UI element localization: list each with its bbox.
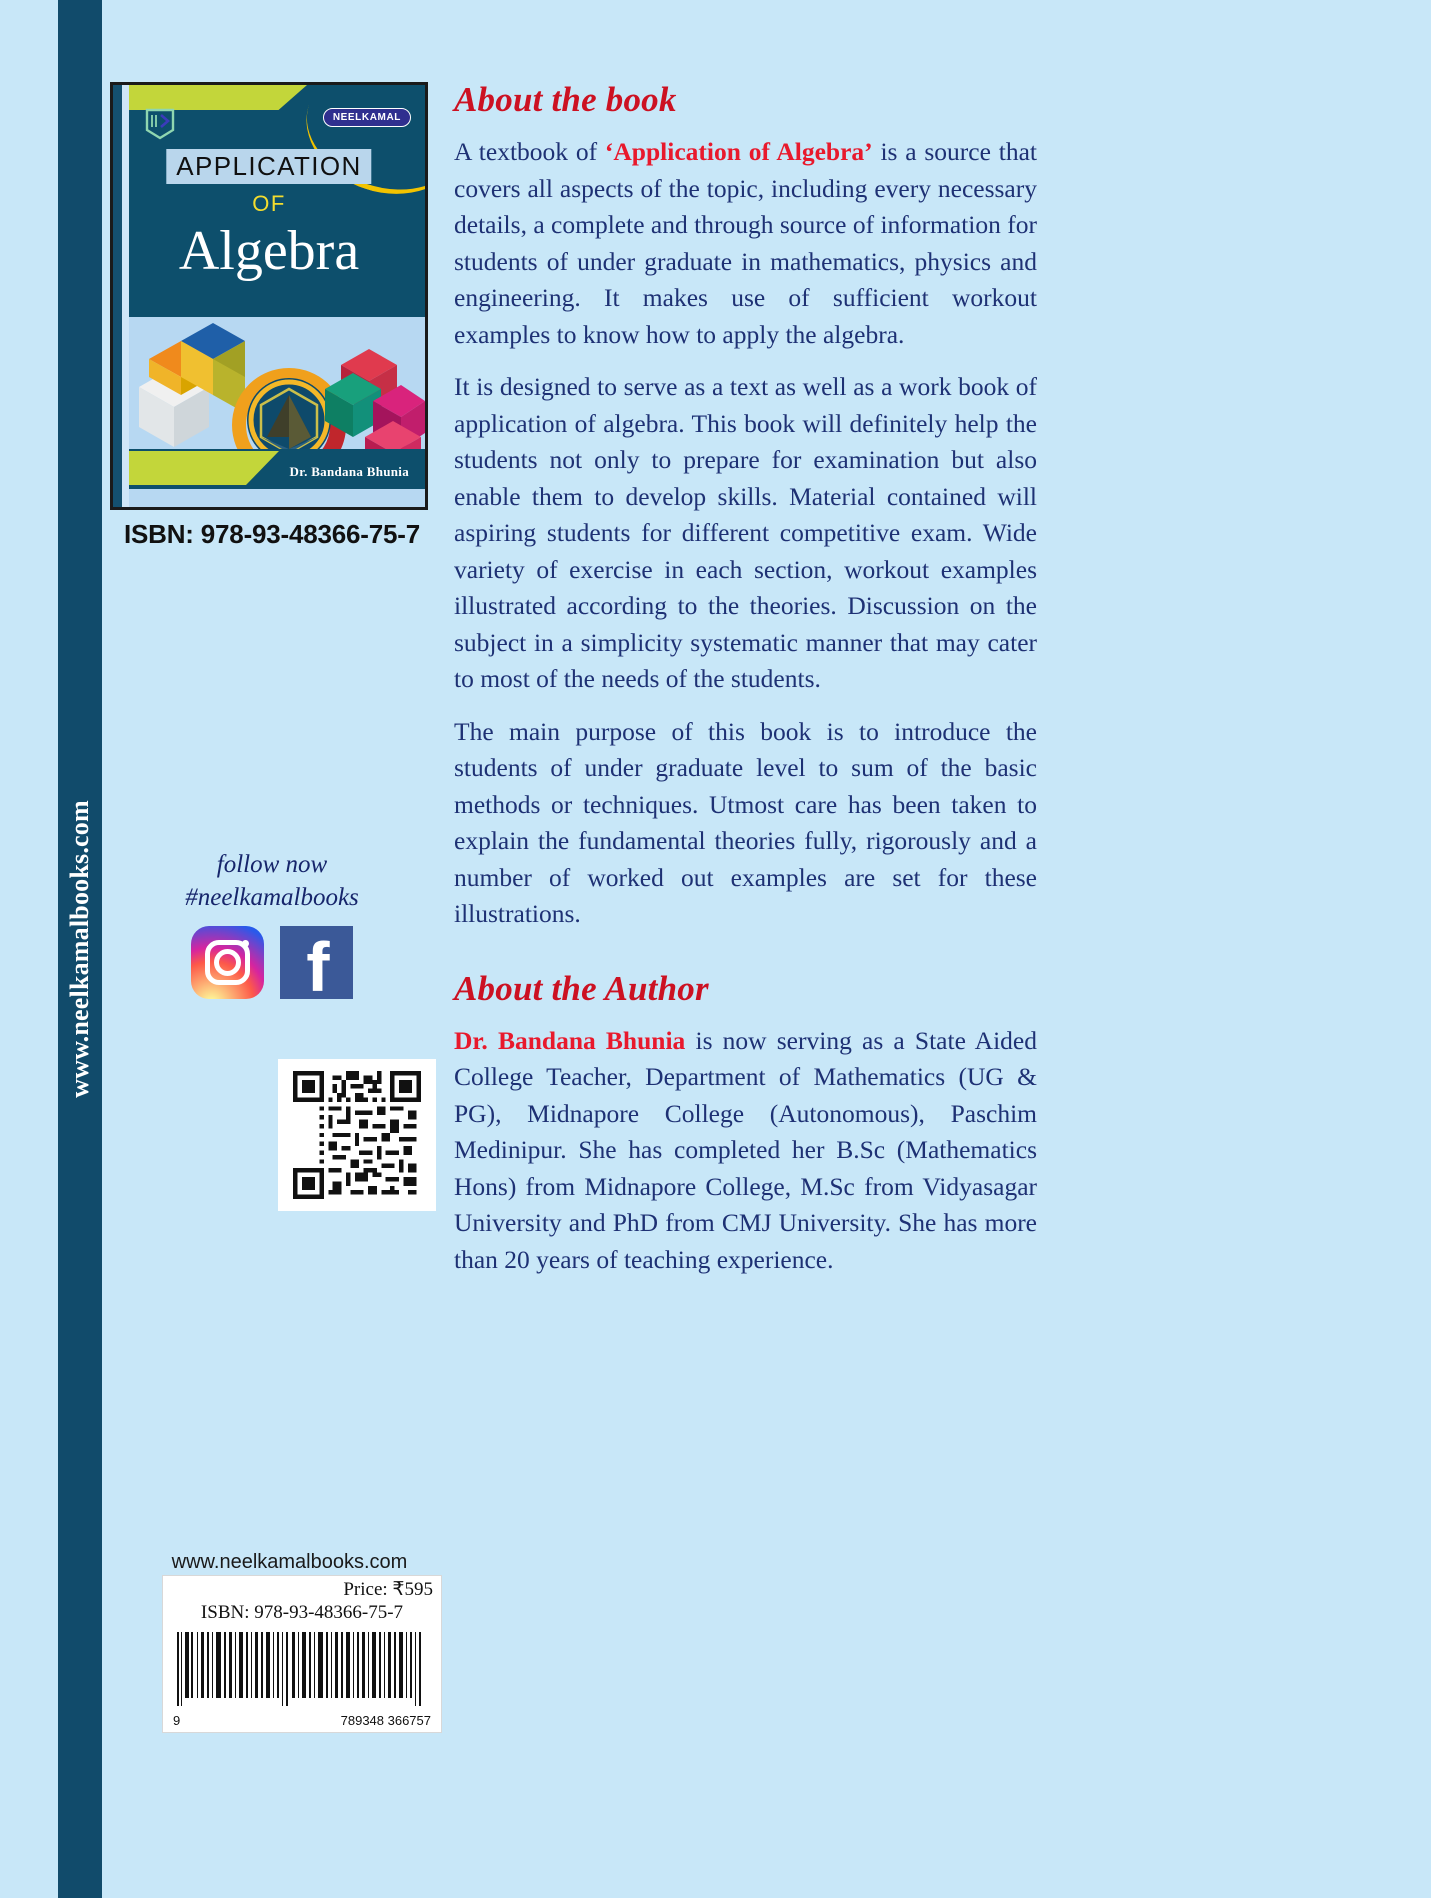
cover-title-line3: Algebra — [178, 220, 360, 282]
shop-website-label: www.neelkamalbooks.com — [171, 1551, 408, 1573]
about-author-heading: About the Author — [454, 968, 709, 1008]
barcode-digit-prefix: 9 — [173, 1713, 181, 1728]
barcode-digits — [173, 1713, 431, 1728]
follow-line-1: follow now — [216, 851, 328, 878]
isbn-label: ISBN: 978-93-48366-75-7 — [123, 519, 420, 549]
book-cover-thumbnail — [110, 82, 428, 510]
author-name-highlight: Dr. Bandana Bhunia — [454, 1025, 686, 1055]
follow-block — [102, 848, 442, 1006]
instagram-icon[interactable] — [191, 926, 264, 999]
cover-author-name: Dr. Bandana Bhunia — [289, 464, 409, 479]
follow-line-2: #neelkamalbooks — [185, 884, 359, 911]
cover-title-line2: OF — [252, 191, 286, 216]
cover-title-line1: APPLICATION — [166, 149, 371, 184]
left-column — [102, 0, 450, 1898]
back-cover-page — [102, 0, 1431, 1898]
spine-website: www.neelkamalbooks.com — [65, 800, 94, 1098]
spine-strip — [58, 0, 102, 1898]
price-label: Price: ₹595 — [343, 1579, 433, 1600]
barcode-digit-group: 789348 366757 — [340, 1713, 431, 1728]
right-column — [454, 80, 1037, 1278]
cover-publisher-badge: NEELKAMAL — [323, 108, 411, 127]
about-book-paragraph-3: The main purpose of this book is to introduce the students of under graduate level to sum of the basic methods or techniques. Utmost care has been taken to explain the fundamental theories fully, rigorously and a number of worked out examples are set for these illustrations. — [454, 716, 1037, 928]
facebook-icon[interactable]: f — [280, 926, 353, 999]
barcode-bars — [175, 1632, 429, 1706]
about-book-heading: About the book — [454, 80, 677, 119]
about-author-paragraph — [454, 1023, 1037, 1279]
social-icons-row — [102, 926, 442, 1006]
qr-code-icon[interactable] — [278, 1059, 436, 1211]
barcode-isbn-label: ISBN: 978-93-48366-75-7 — [200, 1602, 404, 1623]
about-book-p1-pre: A textbook of — [454, 137, 605, 166]
about-book-p1-post: is a source that covers all aspects of the topic, including every necessary details, a complete and through source of information for students of under graduate in mathematics, physics and engineering. It makes use of sufficient workout examples to know how to apply the algebra. — [454, 137, 1037, 349]
about-book-paragraph-2: It is designed to serve as a text as well as a work book of application of algebra. This book will definitely help the students not only to prepare for examination but also enable them to develop skills. Material contained will aspiring students for different competitive exam. Wide variety of exercise in each section, workout examples illustrated according to the theories. Discussion on the subject in a simplicity systematic manner that may cater to most of the needs of the students. — [454, 372, 1037, 693]
about-book-paragraph-1 — [454, 134, 1037, 353]
barcode-block — [162, 1575, 442, 1733]
about-book-title-highlight: ‘Application of Algebra’ — [604, 137, 873, 166]
author-bio-text: is now serving as a State Aided College Teacher, Department of Mathematics (UG & PG), Midnapore College (Autonomous), Paschim Medinipur. She has completed her B.Sc (Mathematics Hons) from Midnapore College, M.Sc from Vidyasagar University and PhD from CMJ University. She has more than 20 years of teaching experience. — [454, 1025, 1037, 1274]
book-logo-icon — [143, 107, 177, 141]
